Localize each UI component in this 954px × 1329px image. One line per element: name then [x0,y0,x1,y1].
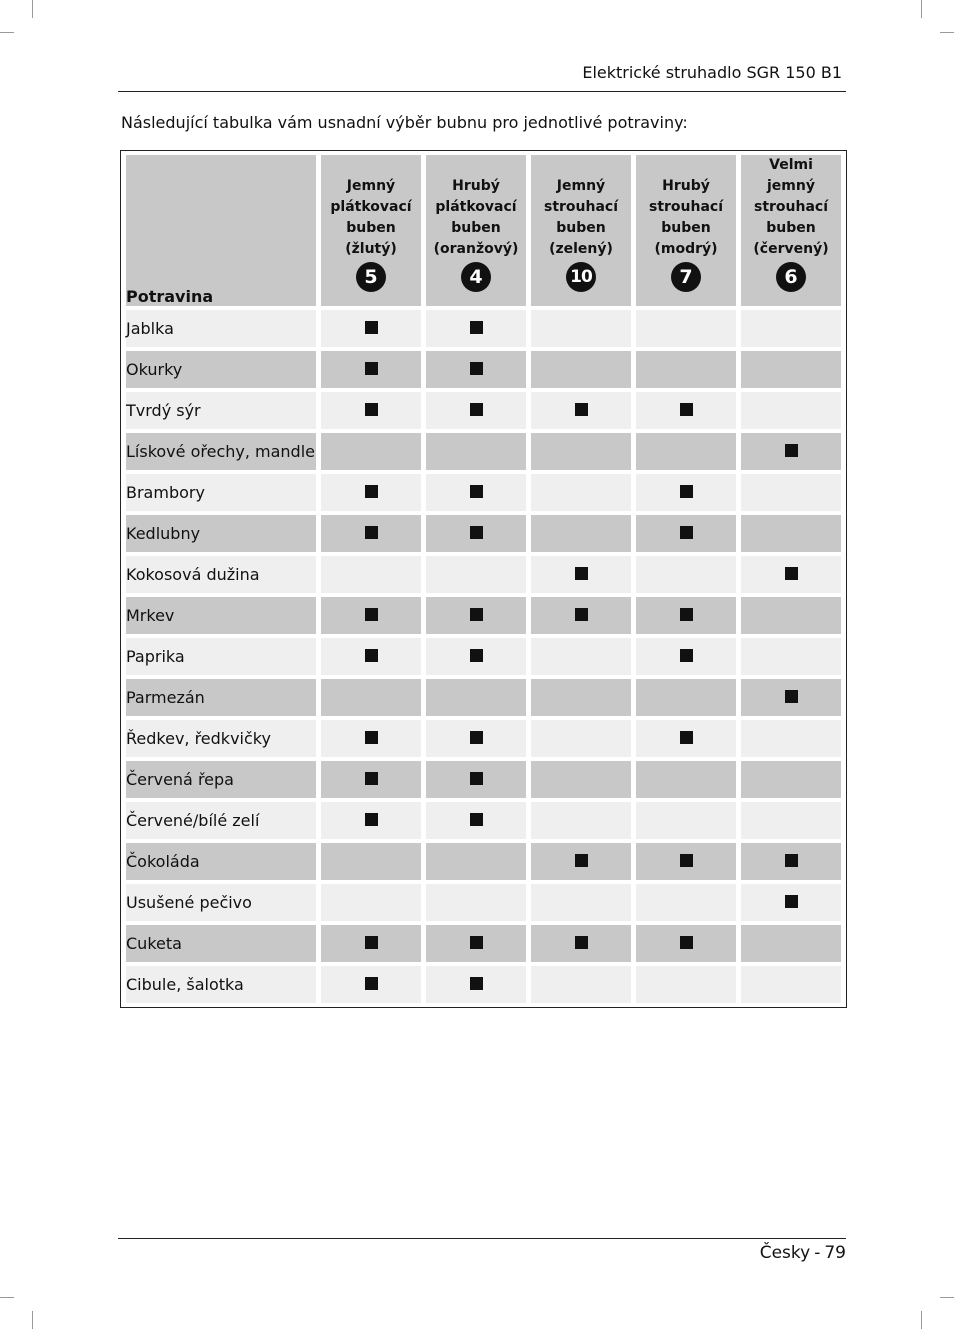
suitability-cell [636,802,736,839]
suitable-mark-icon [575,936,588,949]
column-label-line: buben [451,220,501,236]
suitability-cell [426,597,526,634]
suitability-cell [741,638,841,675]
page-number: 79 [824,1243,846,1263]
column-label-line: Velmi [769,157,813,173]
suitability-cell [321,392,421,429]
suitability-cell [636,925,736,962]
suitability-cell [531,474,631,511]
footer-separator: - [814,1243,821,1263]
column-label-line: Hrubý [662,178,710,194]
suitability-cell [531,310,631,347]
suitability-cell [636,433,736,470]
suitability-cell [531,392,631,429]
suitability-cell [636,392,736,429]
suitable-mark-icon [470,936,483,949]
header-rule [118,91,846,92]
column-label-line: Jemný [346,178,396,194]
suitability-cell [321,515,421,552]
suitability-cell [741,351,841,388]
suitability-cell [426,884,526,921]
suitability-cell [636,884,736,921]
suitability-cell [321,679,421,716]
table-row [126,802,841,839]
intro-text: Následující tabulka vám usnadní výběr bubnu pro jednotlivé potraviny: [121,113,688,132]
drum-number-badge: 10 [566,262,596,292]
suitability-cell [321,597,421,634]
suitability-cell [426,351,526,388]
column-label-line: (oranžový) [433,241,519,257]
food-name-cell: Kedlubny [126,515,316,552]
column-label-line: plátkovací [435,199,517,215]
column-label-line: plátkovací [330,199,412,215]
table-row [126,679,841,716]
suitable-mark-icon [785,690,798,703]
suitable-mark-icon [680,854,693,867]
suitability-cell [531,761,631,798]
suitable-mark-icon [680,649,693,662]
column-label-line: strouhací [648,199,724,215]
suitability-cell [741,310,841,347]
column-label-line: (zelený) [549,241,613,257]
suitability-cell [531,515,631,552]
suitable-mark-icon [470,813,483,826]
suitable-mark-icon [470,977,483,990]
suitable-mark-icon [680,731,693,744]
column-label-line: buben [556,220,606,236]
table-row [126,925,841,962]
suitable-mark-icon [575,608,588,621]
suitability-cell [636,351,736,388]
food-name-cell: Cibule, šalotka [126,966,316,1003]
suitability-cell [636,474,736,511]
suitable-mark-icon [470,649,483,662]
food-name-cell: Červené/bílé zelí [126,802,316,839]
table-row [126,638,841,675]
suitability-cell [426,556,526,593]
suitable-mark-icon [575,567,588,580]
crop-mark [0,32,14,33]
column-label-line: buben [661,220,711,236]
suitability-cell [636,761,736,798]
crop-mark [32,0,33,18]
suitable-mark-icon [365,731,378,744]
suitable-mark-icon [470,772,483,785]
suitability-cell [741,843,841,880]
suitability-cell [531,597,631,634]
suitability-cell [531,884,631,921]
column-label-line: Jemný [556,178,606,194]
food-name-cell: Kokosová dužina [126,556,316,593]
suitability-cell [426,310,526,347]
suitable-mark-icon [470,485,483,498]
food-name-cell: Usušené pečivo [126,884,316,921]
suitability-cell [741,925,841,962]
suitable-mark-icon [365,362,378,375]
food-name-cell: Brambory [126,474,316,511]
suitable-mark-icon [365,649,378,662]
suitability-cell [741,392,841,429]
suitability-cell [321,720,421,757]
crop-mark [940,32,954,33]
suitability-cell [531,802,631,839]
suitable-mark-icon [680,403,693,416]
suitability-cell [321,843,421,880]
column-label-line: (žlutý) [345,241,397,257]
suitable-mark-icon [365,321,378,334]
suitability-cell [741,597,841,634]
suitable-mark-icon [470,362,483,375]
suitable-mark-icon [365,485,378,498]
drum-number-badge: 5 [356,262,386,292]
suitability-cell [531,966,631,1003]
suitable-mark-icon [680,608,693,621]
table-row [126,884,841,921]
suitability-cell [321,884,421,921]
suitability-cell [321,638,421,675]
suitability-cell [531,843,631,880]
suitable-mark-icon [365,608,378,621]
column-label-line: jemný [767,178,815,194]
suitability-cell [531,638,631,675]
table-row [126,761,841,798]
table-header-row [126,155,841,306]
column-label-line: strouhací [543,199,619,215]
suitability-cell [426,925,526,962]
suitability-cell [741,966,841,1003]
crop-mark [940,1297,954,1298]
drum-column-header [321,155,421,306]
table-row [126,556,841,593]
suitable-mark-icon [785,444,798,457]
suitability-cell [741,679,841,716]
suitable-mark-icon [680,526,693,539]
food-name-cell: Ředkev, ředkvičky [126,720,316,757]
food-name-cell: Parmezán [126,679,316,716]
table-row [126,433,841,470]
suitability-cell [426,679,526,716]
suitable-mark-icon [365,403,378,416]
drum-number-badge: 7 [671,262,701,292]
suitability-cell [426,638,526,675]
suitable-mark-icon [365,526,378,539]
suitable-mark-icon [785,895,798,908]
column-label-line: buben [766,220,816,236]
suitability-cell [636,515,736,552]
column-label-line: Hrubý [452,178,500,194]
food-name-cell: Mrkev [126,597,316,634]
table-body [126,310,841,1003]
suitability-cell [636,843,736,880]
food-name-cell: Červená řepa [126,761,316,798]
food-name-cell: Tvrdý sýr [126,392,316,429]
suitable-mark-icon [470,526,483,539]
suitability-cell [741,433,841,470]
drum-column-header [741,155,841,306]
drum-number-badge: 6 [776,262,806,292]
food-name-cell: Jablka [126,310,316,347]
footer-rule [118,1238,846,1239]
suitability-cell [426,761,526,798]
suitability-cell [636,310,736,347]
suitable-mark-icon [680,936,693,949]
table-row [126,474,841,511]
suitable-mark-icon [365,936,378,949]
food-name-cell: Paprika [126,638,316,675]
suitability-cell [426,843,526,880]
food-name-cell: Čokoláda [126,843,316,880]
suitability-cell [531,351,631,388]
crop-mark [921,0,922,18]
suitable-mark-icon [365,977,378,990]
food-name-cell: Cuketa [126,925,316,962]
drum-column-header [426,155,526,306]
suitability-cell [636,556,736,593]
column-label-line: buben [346,220,396,236]
table-row [126,351,841,388]
suitability-cell [321,966,421,1003]
drum-column-header [636,155,736,306]
suitable-mark-icon [365,772,378,785]
suitable-mark-icon [575,403,588,416]
suitability-cell [741,761,841,798]
document-header-title: Elektrické struhadlo SGR 150 B1 [582,63,842,82]
suitability-cell [531,433,631,470]
suitable-mark-icon [785,567,798,580]
suitability-cell [426,433,526,470]
column-label-line: (červený) [753,241,829,257]
table-row [126,966,841,1003]
suitable-mark-icon [785,854,798,867]
suitability-cell [321,802,421,839]
suitable-mark-icon [365,813,378,826]
suitable-mark-icon [470,321,483,334]
suitability-cell [321,474,421,511]
crop-mark [0,1297,14,1298]
suitable-mark-icon [470,608,483,621]
suitability-cell [531,720,631,757]
suitability-cell [426,515,526,552]
suitable-mark-icon [470,403,483,416]
table-row [126,720,841,757]
drum-selection-table [120,150,847,1008]
suitability-cell [531,925,631,962]
suitability-cell [741,474,841,511]
suitable-mark-icon [680,485,693,498]
suitability-cell [426,474,526,511]
suitability-cell [531,556,631,593]
crop-mark [32,1311,33,1329]
suitability-cell [741,720,841,757]
column-label-line: (modrý) [654,241,718,257]
table-row [126,392,841,429]
suitability-cell [426,802,526,839]
suitability-cell [636,597,736,634]
crop-mark [921,1311,922,1329]
suitability-cell [321,556,421,593]
suitability-cell [426,720,526,757]
table-row [126,515,841,552]
suitability-cell [741,802,841,839]
suitability-cell [636,638,736,675]
page-footer [760,1243,846,1263]
suitability-cell [321,761,421,798]
suitability-cell [321,925,421,962]
suitability-cell [741,884,841,921]
suitability-cell [636,720,736,757]
table-row [126,843,841,880]
suitability-cell [741,515,841,552]
suitability-cell [321,433,421,470]
drum-column-header [531,155,631,306]
suitability-cell [321,351,421,388]
suitable-mark-icon [470,731,483,744]
column-label-line: strouhací [753,199,829,215]
suitability-cell [636,966,736,1003]
food-name-cell: Lískové ořechy, mandle [126,433,316,470]
suitable-mark-icon [575,854,588,867]
footer-language: Česky [759,1243,811,1263]
suitability-cell [741,556,841,593]
suitability-cell [531,679,631,716]
drum-number-badge: 4 [461,262,491,292]
suitability-cell [426,966,526,1003]
food-name-cell: Okurky [126,351,316,388]
food-column-header: Potravina [126,155,316,306]
suitability-cell [321,310,421,347]
suitability-cell [426,392,526,429]
suitability-cell [636,679,736,716]
table-row [126,310,841,347]
table-row [126,597,841,634]
